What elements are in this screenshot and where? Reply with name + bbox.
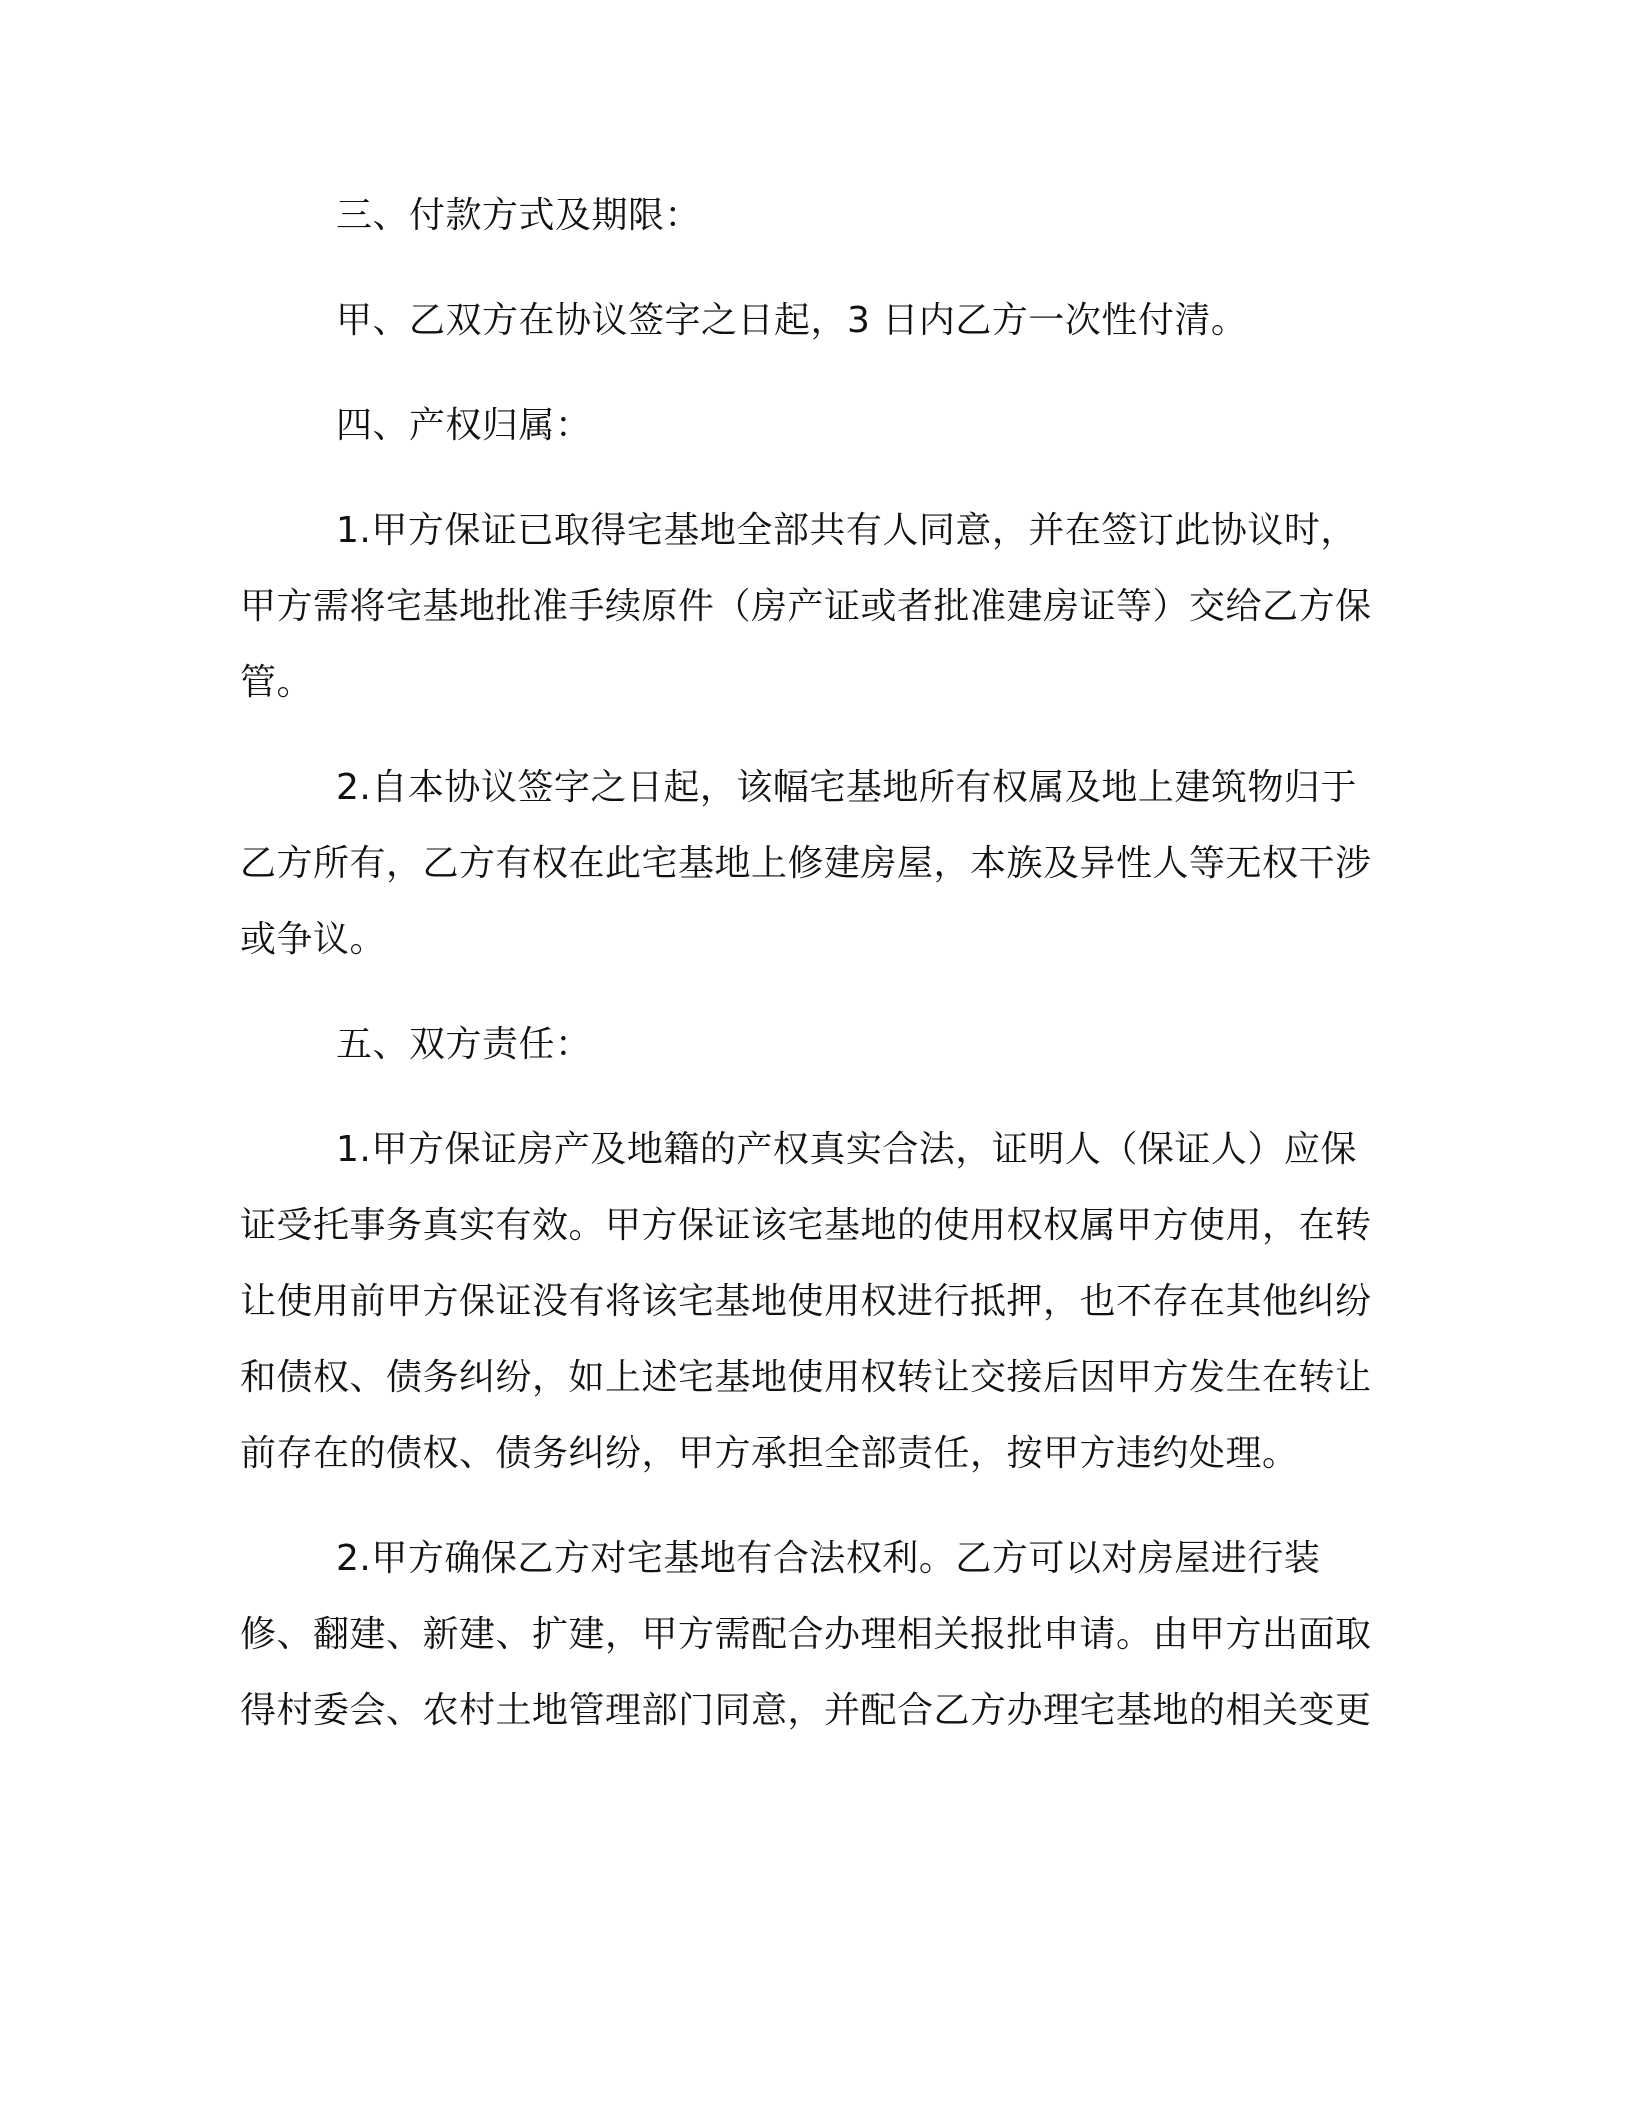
- paragraph-payment-terms: 甲、乙双方在协议签字之日起，3 日内乙方一次性付清。: [336, 300, 1248, 341]
- section-heading-ownership: 四、产权归属：: [336, 405, 592, 446]
- section-heading-payment: 三、付款方式及期限：: [336, 195, 702, 236]
- section-heading-responsibilities: 五、双方责任：: [336, 1024, 592, 1065]
- paragraph-ownership-2: 2.自本协议签字之日起，该幅宅基地所有权属及地上建筑物归于乙方所有，乙方有权在此宅基地上修建房屋，本族及异性人等无权干涉或争议。: [240, 767, 1372, 960]
- document-body: [240, 178, 1392, 1749]
- paragraph-responsibility-2: 2.甲方确保乙方对宅基地有合法权利。乙方可以对房屋进行装修、翻建、新建、扩建，甲方需配合办理相关报批申请。由甲方出面取得村委会、农村土地管理部门同意，并配合乙方办理宅基地的相关变更: [240, 1538, 1372, 1731]
- paragraph-responsibility-1: 1.甲方保证房产及地籍的产权真实合法，证明人（保证人）应保证受托事务真实有效。甲方保证该宅基地的使用权权属甲方使用，在转让使用前甲方保证没有将该宅基地使用权进行抵押，也不存在其他纠纷和债权、债务纠纷，如上述宅基地使用权转让交接后因甲方发生在转让前存在的债权、债务纠纷，甲方承担全部责任，按甲方违约处理。: [240, 1129, 1372, 1474]
- paragraph-ownership-1: 1.甲方保证已取得宅基地全部共有人同意，并在签订此协议时，甲方需将宅基地批准手续原件（房产证或者批准建房证等）交给乙方保管。: [240, 510, 1372, 703]
